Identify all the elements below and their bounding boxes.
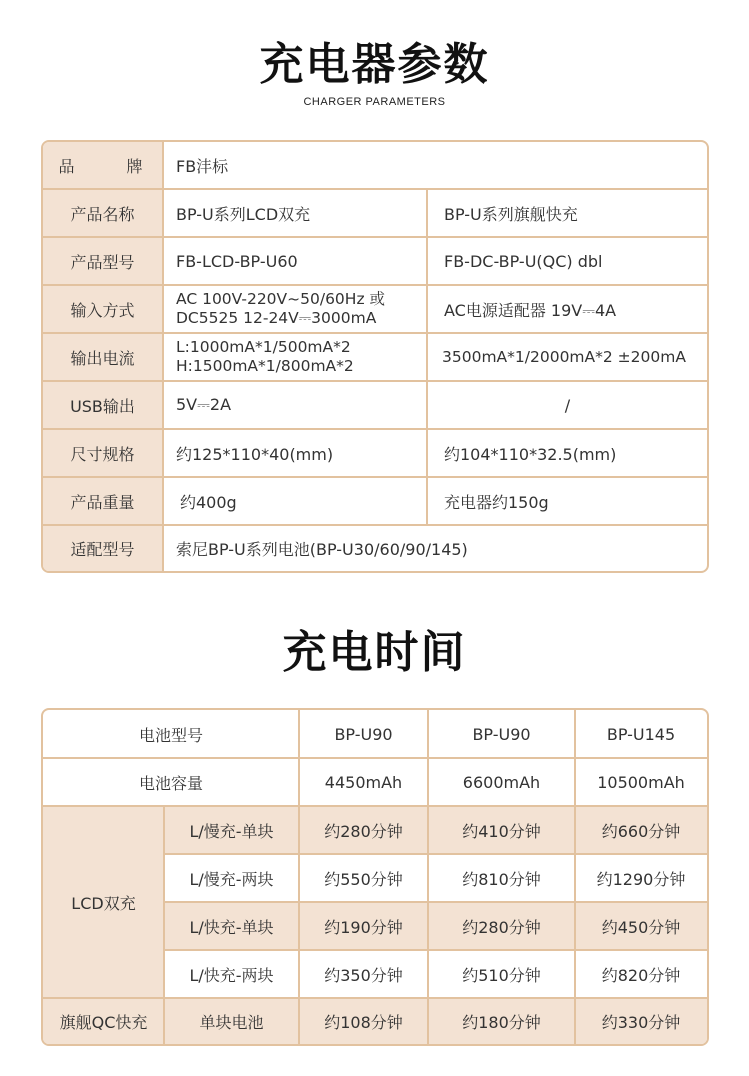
table-row	[43, 142, 707, 190]
lcd-mode-1: L/慢充-单块	[189, 821, 274, 841]
grid-line	[574, 710, 576, 1044]
size-lcd: 约125*110*40(mm)	[164, 430, 428, 476]
capacity-col-1: 4450mAh	[324, 772, 403, 792]
charge-time-title: 充电时间	[282, 627, 467, 678]
lcd-4-col-3: 约820分钟	[601, 965, 681, 985]
charge-time-table	[41, 708, 709, 1046]
lcd-4-col-1: 约350分钟	[324, 965, 403, 985]
product-name-lcd: BP-U系列LCD双充	[164, 190, 428, 236]
lcd-mode-4: L/快充-两块	[189, 965, 274, 985]
row-label-product-name: 产品名称	[43, 190, 164, 236]
lcd-3-col-3: 约450分钟	[601, 917, 681, 937]
row-label-input: 输入方式	[43, 286, 164, 332]
lcd-1-col-2: 约410分钟	[462, 821, 541, 841]
lcd-mode-2: L/慢充-两块	[189, 869, 274, 889]
weight-qc: 充电器约150g	[444, 492, 549, 512]
input-lcd-line2: DC5525 12-24V⎓3000mA	[176, 309, 377, 327]
brand-value: FB沣标	[176, 156, 229, 176]
grid-line	[298, 710, 300, 1044]
output-qc: 3500mA*1/2000mA*2 ±200mA	[442, 348, 686, 366]
model-col-3: BP-U145	[606, 724, 676, 744]
model-lcd: FB-LCD-BP-U60	[164, 238, 428, 284]
input-lcd	[164, 286, 428, 332]
qc-col-1: 约108分钟	[324, 1012, 403, 1032]
lcd-1-col-3: 约660分钟	[601, 821, 681, 841]
table-row	[43, 430, 707, 478]
table-row	[43, 478, 707, 526]
capacity-col-2: 6600mAh	[462, 772, 541, 792]
lcd-1-col-1: 约280分钟	[324, 821, 403, 841]
lcd-mode-3: L/快充-单块	[189, 917, 274, 937]
row-label-model: 产品型号	[43, 238, 164, 284]
row-label-compatible: 适配型号	[43, 526, 164, 571]
table-row	[43, 286, 707, 334]
row-label-brand: 品 牌	[43, 142, 164, 188]
grid-line	[164, 853, 707, 855]
usb-lcd: 5V⎓2A	[164, 382, 428, 428]
compatible-value: 索尼BP-U系列电池(BP-U30/60/90/145)	[176, 540, 468, 559]
model-col-1: BP-U90	[334, 724, 393, 744]
row-label-weight: 产品重量	[43, 478, 164, 524]
grid-line	[164, 949, 707, 951]
grid-line	[43, 997, 707, 999]
qc-group-label: 旗舰QC快充	[59, 1012, 148, 1032]
lcd-3-col-1: 约190分钟	[324, 917, 403, 937]
table-row	[43, 238, 707, 286]
output-lcd-line2: H:1500mA*1/800mA*2	[176, 357, 354, 375]
battery-model-label: 电池型号	[138, 725, 203, 745]
lcd-group-label: LCD双充	[71, 893, 136, 913]
output-lcd-line1: L:1000mA*1/500mA*2	[176, 338, 351, 356]
lcd-3-col-2: 约280分钟	[462, 917, 541, 937]
charger-params-subtitle: CHARGER PARAMETERS	[303, 96, 446, 108]
charger-params-table	[41, 140, 709, 573]
model-col-2: BP-U90	[472, 724, 531, 744]
row-label-usb: USB输出	[43, 382, 164, 428]
size-qc: 约104*110*32.5(mm)	[444, 444, 617, 464]
lcd-2-col-3: 约1290分钟	[596, 869, 686, 889]
row-label-output: 输出电流	[43, 334, 164, 380]
grid-line	[43, 757, 707, 759]
output-lcd	[164, 334, 428, 380]
table-row	[43, 526, 707, 571]
grid-line	[164, 901, 707, 903]
input-lcd-line1: AC 100V-220V~50/60Hz 或	[176, 290, 386, 308]
lcd-2-col-1: 约550分钟	[324, 869, 403, 889]
product-name-qc: BP-U系列旗舰快充	[444, 204, 578, 224]
usb-qc: /	[564, 395, 571, 415]
grid-line	[427, 710, 429, 1044]
grid-line	[43, 805, 707, 807]
battery-capacity-label: 电池容量	[138, 773, 203, 793]
input-qc: AC电源适配器 19V⎓4A	[444, 300, 617, 320]
weight-lcd: 约400g	[164, 478, 428, 524]
table-row	[43, 334, 707, 382]
grid-line	[163, 806, 165, 1044]
qc-col-3: 约330分钟	[601, 1012, 681, 1032]
capacity-col-3: 10500mAh	[597, 772, 685, 792]
row-label-size: 尺寸规格	[43, 430, 164, 476]
table-row	[43, 382, 707, 430]
charger-params-title: 充电器参数	[259, 39, 490, 90]
lcd-2-col-2: 约810分钟	[462, 869, 541, 889]
table-row	[43, 190, 707, 238]
qc-col-2: 约180分钟	[462, 1012, 541, 1032]
lcd-4-col-2: 约510分钟	[462, 965, 541, 985]
qc-mode: 单块电池	[199, 1012, 264, 1032]
model-qc: FB-DC-BP-U(QC) dbl	[444, 251, 603, 271]
